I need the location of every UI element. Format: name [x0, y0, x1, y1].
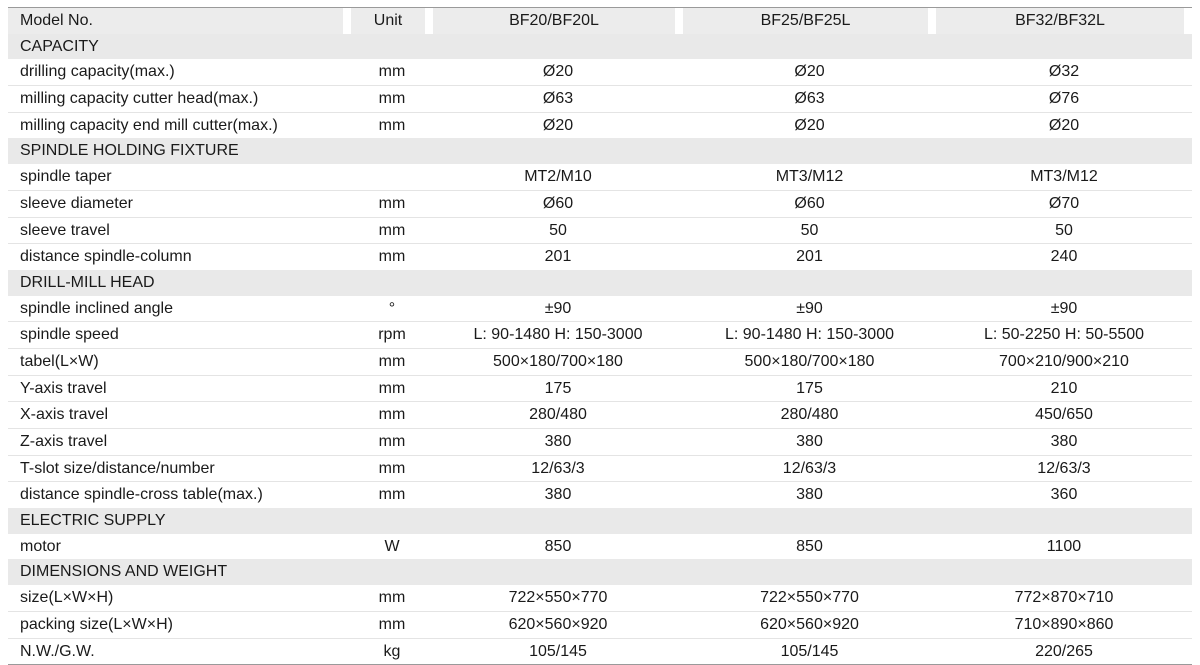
table-row: [8, 481, 1192, 508]
section-header-row: [8, 508, 1192, 534]
header-gap: [343, 8, 351, 34]
spec-label: spindle inclined angle: [20, 299, 173, 317]
spec-unit: mm: [378, 352, 406, 370]
spec-value-model-3: 210: [1050, 379, 1078, 397]
header-model-2: BF25/BF25L: [683, 8, 928, 34]
spec-value-model-1: Ø20: [542, 63, 574, 81]
spec-value-model-1: L: 90-1480 H: 150-3000: [473, 326, 643, 344]
spec-label: Z-axis travel: [20, 433, 108, 450]
spec-value-model-3: Ø20: [1048, 116, 1080, 134]
spec-value-model-3: 360: [1050, 486, 1078, 504]
table-row: [8, 585, 1192, 611]
spec-label: T-slot size/distance/number: [20, 459, 215, 477]
spec-value-model-1: 280/480: [529, 406, 587, 424]
spec-value-model-3: 50: [1055, 221, 1073, 239]
spec-value-model-2: 380: [796, 486, 823, 504]
spec-value-model-2: 620×560×920: [760, 615, 859, 633]
table-row: [8, 455, 1192, 482]
spec-value-model-3: 12/63/3: [1037, 459, 1091, 477]
table-row: [8, 611, 1192, 638]
spec-table: [8, 7, 1192, 665]
section-header-row: [8, 34, 1192, 60]
section-header-row: [8, 138, 1192, 164]
spec-label: drilling capacity(max.): [20, 63, 175, 81]
section-title: CAPACITY: [20, 37, 99, 55]
spec-label: Y-axis travel: [20, 379, 107, 397]
spec-value-model-2: 280/480: [780, 406, 839, 424]
table-row: [8, 401, 1192, 428]
spec-unit: mm: [378, 194, 406, 212]
header-model-1: BF20/BF20L: [433, 8, 675, 34]
spec-value-model-2: 850: [796, 537, 823, 555]
header-gap: [675, 8, 683, 34]
header-model-3: BF32/BF32L: [936, 8, 1184, 34]
spec-value-model-2: MT3/M12: [775, 168, 844, 186]
spec-value-model-1: ±90: [544, 299, 572, 317]
spec-value-model-2: Ø63: [794, 90, 825, 108]
spec-value-model-1: 850: [544, 537, 572, 555]
table-row: [8, 638, 1192, 665]
section-header-row: [8, 559, 1192, 585]
table-row: [8, 190, 1192, 217]
spec-value-model-3: 220/265: [1035, 642, 1093, 660]
spec-value-model-3: 1100: [1046, 537, 1082, 555]
spec-unit: mm: [378, 221, 406, 239]
spec-value-model-2: Ø60: [794, 194, 825, 212]
spec-unit: mm: [378, 406, 406, 424]
spec-value-model-3: Ø70: [1048, 194, 1080, 212]
spec-label: sleeve diameter: [20, 194, 133, 212]
spec-value-model-1: 12/63/3: [531, 459, 585, 477]
spec-value-model-1: 380: [544, 433, 572, 450]
spec-value-model-2: 722×550×770: [760, 589, 859, 607]
spec-value-model-1: 620×560×920: [508, 615, 608, 633]
table-row: [8, 428, 1192, 455]
spec-value-model-3: Ø76: [1048, 90, 1080, 108]
section-header-row: [8, 270, 1192, 296]
spec-value-model-2: L: 90-1480 H: 150-3000: [724, 326, 894, 344]
spec-label: distance spindle-cross table(max.): [20, 486, 263, 504]
table-body: [8, 34, 1192, 665]
spec-value-model-2: 105/145: [780, 642, 839, 660]
spec-unit: mm: [378, 459, 406, 477]
spec-label: size(L×W×H): [20, 589, 114, 607]
spec-value-model-2: 380: [796, 433, 823, 450]
spec-value-model-1: 500×180/700×180: [493, 352, 623, 370]
spec-unit: °: [388, 299, 396, 317]
spec-label: X-axis travel: [20, 406, 109, 424]
spec-value-model-2: 50: [800, 221, 819, 239]
spec-value-model-1: 722×550×770: [508, 589, 608, 607]
spec-unit: mm: [378, 433, 406, 450]
spec-value-model-2: ±90: [796, 299, 823, 317]
header-gap: [425, 8, 433, 34]
spec-value-model-2: Ø20: [794, 116, 825, 134]
spec-value-model-3: 710×890×860: [1014, 615, 1114, 633]
spec-label: milling capacity end mill cutter(max.): [20, 116, 278, 134]
spec-value-model-1: 175: [544, 379, 572, 397]
spec-value-model-3: 240: [1050, 248, 1078, 266]
spec-unit: kg: [383, 642, 401, 660]
table-row: [8, 85, 1192, 112]
spec-value-model-3: MT3/M12: [1030, 168, 1098, 186]
table-row: [8, 243, 1192, 270]
spec-value-model-3: 772×870×710: [1014, 589, 1114, 607]
spec-label: motor: [20, 537, 61, 555]
spec-unit: W: [384, 537, 400, 555]
spec-value-model-1: Ø63: [542, 90, 574, 108]
spec-value-model-3: ±90: [1050, 299, 1078, 317]
spec-value-model-2: 175: [796, 379, 823, 397]
spec-unit: mm: [378, 90, 406, 108]
table-row: [8, 217, 1192, 244]
spec-unit: mm: [378, 248, 406, 266]
spec-unit: mm: [378, 63, 406, 81]
spec-value-model-1: 105/145: [529, 642, 587, 660]
spec-label: sleeve travel: [20, 221, 110, 239]
spec-value-model-2: 12/63/3: [782, 459, 837, 477]
spec-label: distance spindle-column: [20, 248, 192, 266]
spec-value-model-1: MT2/M10: [524, 168, 592, 186]
header-unit: Unit: [351, 8, 425, 34]
table-row: [8, 321, 1192, 348]
spec-unit: mm: [378, 589, 406, 607]
spec-unit: mm: [378, 116, 406, 134]
section-title: SPINDLE HOLDING FIXTURE: [20, 142, 239, 160]
section-title: ELECTRIC SUPPLY: [20, 512, 166, 530]
spec-value-model-1: 380: [544, 486, 572, 504]
spec-unit: mm: [378, 615, 406, 633]
table-row: [8, 348, 1192, 375]
spec-value-model-1: Ø60: [542, 194, 574, 212]
spec-value-model-3: 380: [1050, 433, 1078, 450]
header-model: Model No.: [8, 8, 343, 34]
spec-value-model-1: 201: [544, 248, 572, 266]
table-row: [8, 112, 1192, 139]
spec-label: packing size(L×W×H): [20, 615, 173, 633]
spec-unit: [351, 164, 433, 190]
table-row: [8, 296, 1192, 322]
table-row: [8, 59, 1192, 85]
spec-label: N.W./G.W.: [20, 642, 95, 660]
table-row: [8, 375, 1192, 402]
spec-label: spindle speed: [20, 326, 119, 344]
spec-value-model-2: 500×180/700×180: [744, 352, 875, 370]
spec-value-model-1: 50: [549, 221, 567, 239]
spec-unit: rpm: [378, 326, 406, 344]
table-row: [8, 164, 1192, 190]
spec-value-model-3: 700×210/900×210: [999, 352, 1129, 370]
spec-value-model-3: L: 50-2250 H: 50-5500: [983, 326, 1145, 344]
table-row: [8, 534, 1192, 560]
spec-value-model-3: Ø32: [1048, 63, 1080, 81]
header-gap: [928, 8, 936, 34]
section-title: DRILL-MILL HEAD: [20, 273, 155, 291]
spec-label: tabel(L×W): [20, 352, 99, 370]
spec-value-model-2: 201: [796, 248, 823, 266]
spec-value-model-3: 450/650: [1035, 406, 1093, 424]
spec-value-model-1: Ø20: [542, 116, 574, 134]
section-title: DIMENSIONS AND WEIGHT: [20, 563, 228, 581]
spec-value-model-2: Ø20: [794, 63, 825, 81]
spec-unit: mm: [378, 379, 406, 397]
spec-unit: mm: [378, 486, 406, 504]
table-header-row: [8, 8, 1192, 34]
spec-label: spindle taper: [20, 168, 112, 186]
spec-label: milling capacity cutter head(max.): [20, 90, 259, 108]
